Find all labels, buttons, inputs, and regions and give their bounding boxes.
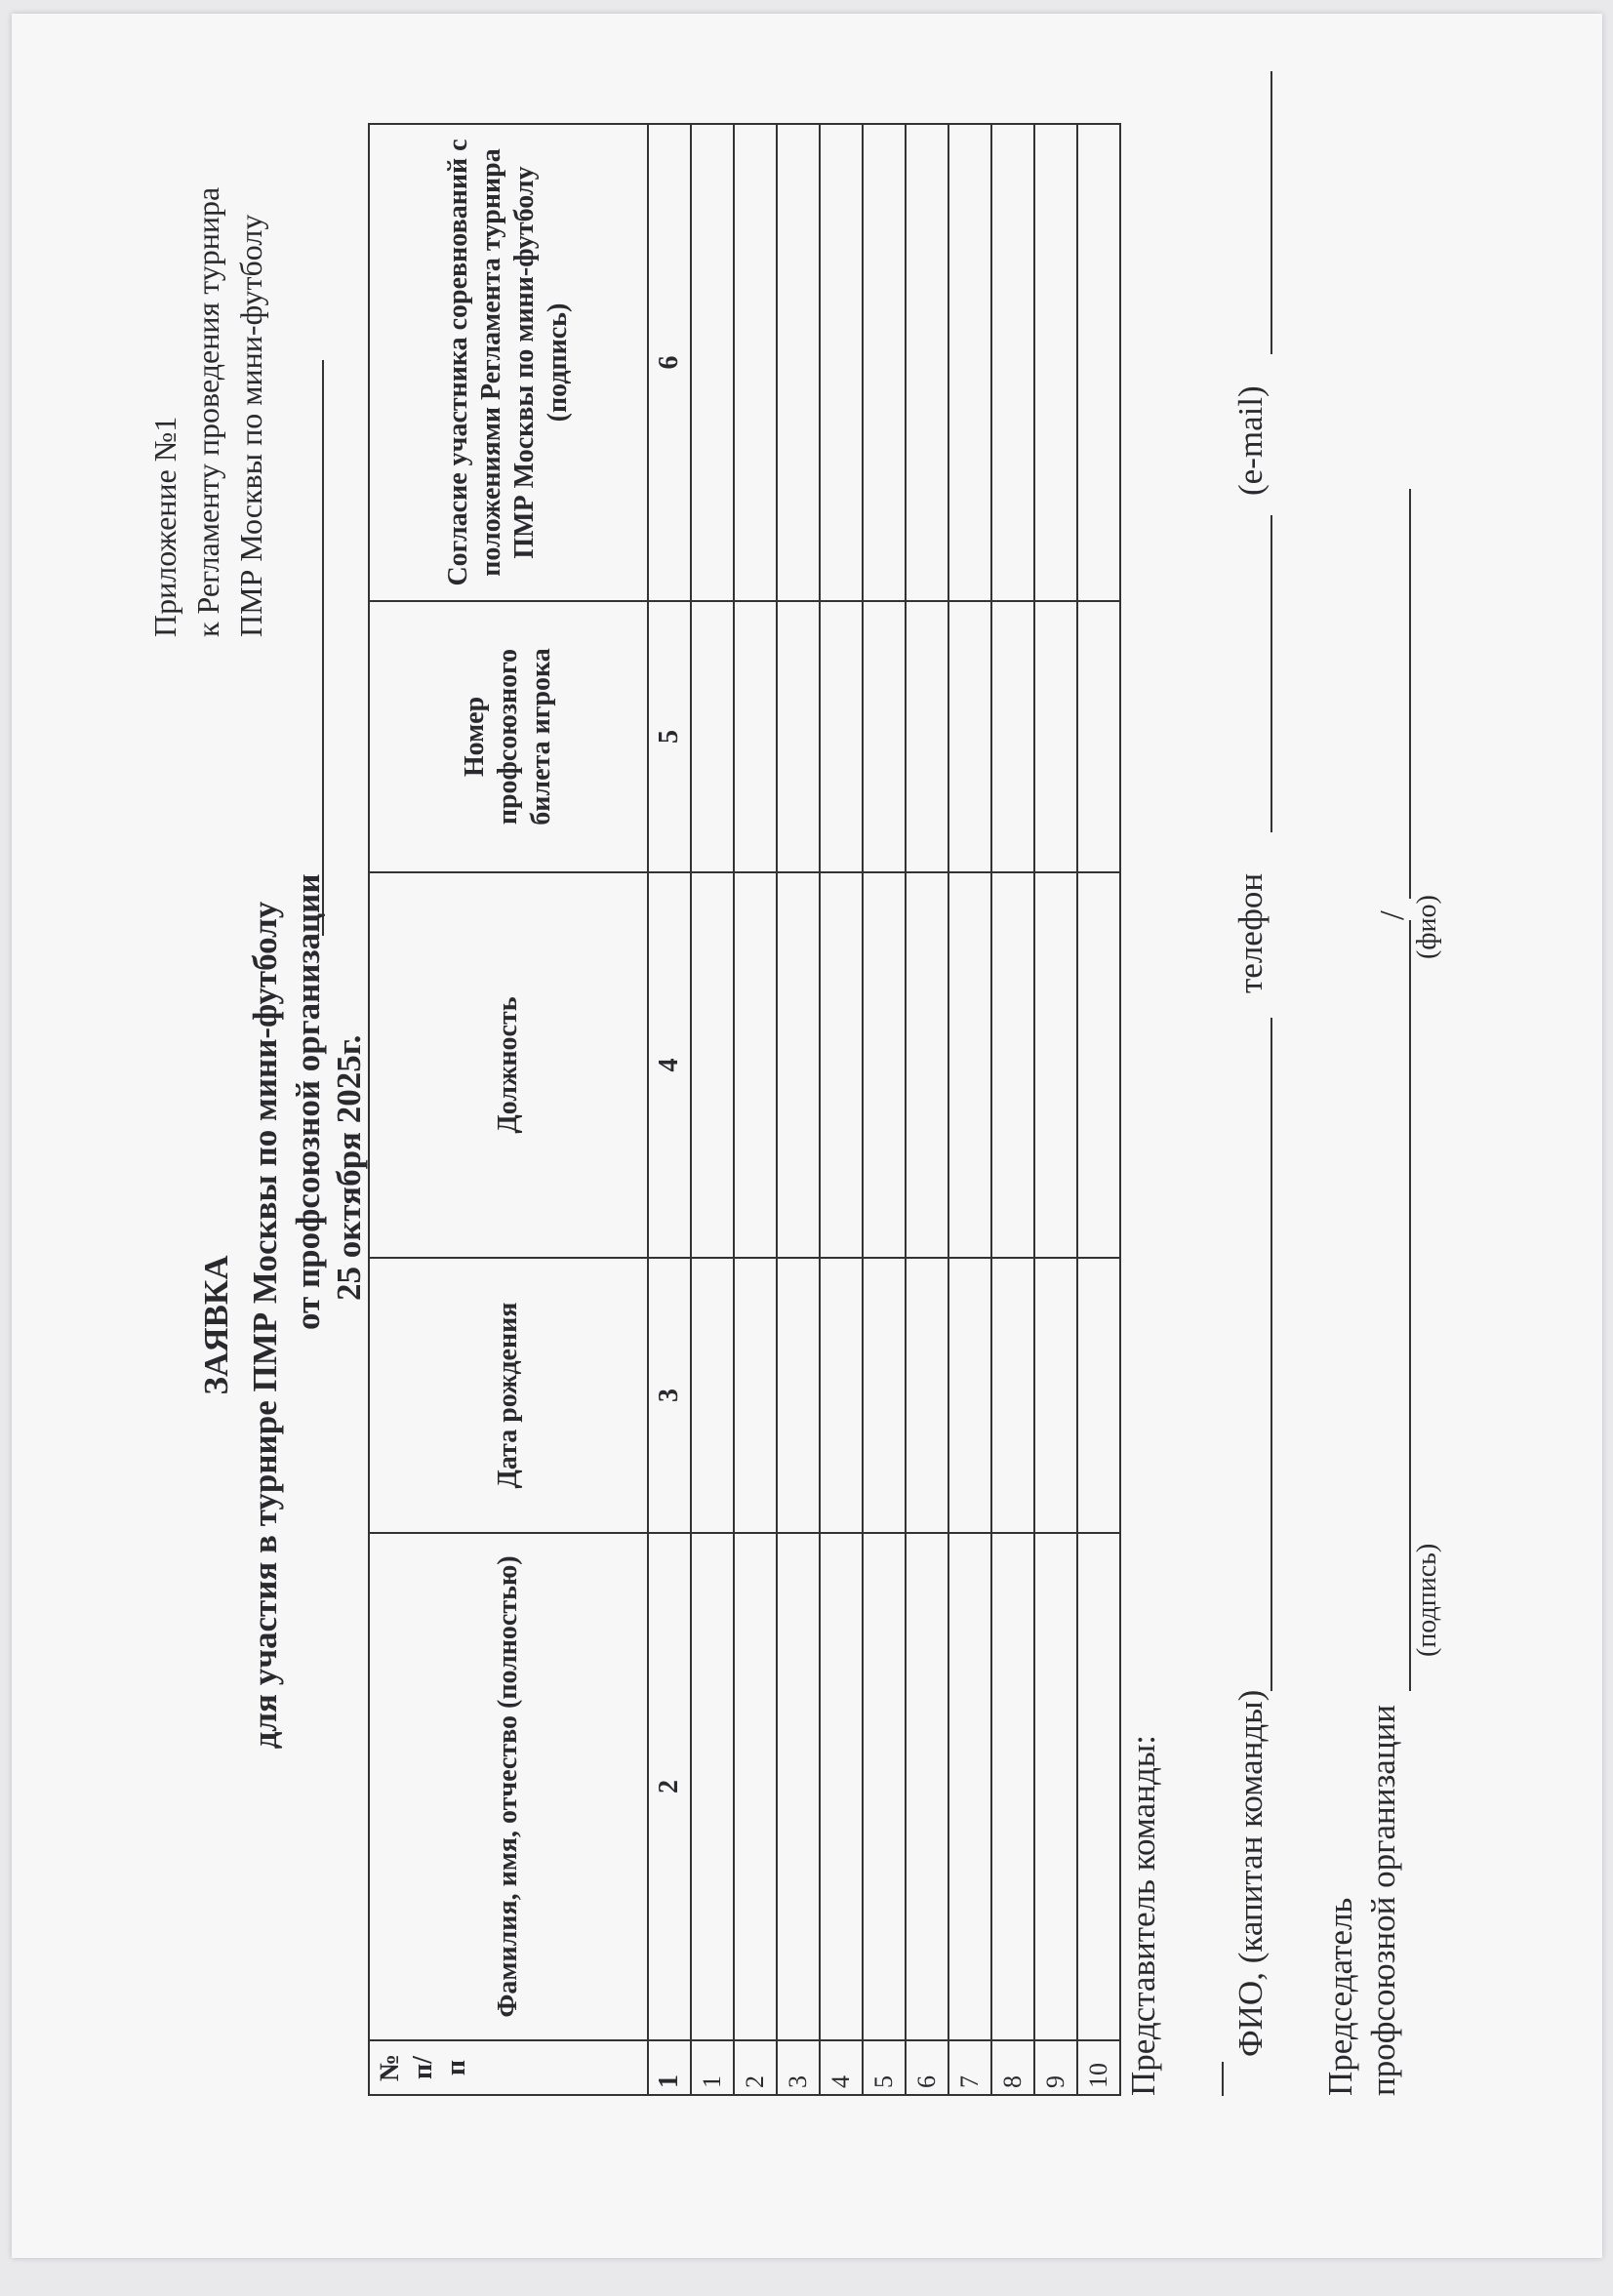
column-number: 3 [648,1258,691,1533]
table-row [1077,124,1120,2095]
position-cell[interactable] [863,872,906,1258]
fio-caption: (фио) [1412,895,1442,959]
column-number: 2 [648,1533,691,2040]
union-card-cell[interactable] [863,601,906,872]
name-cell[interactable] [777,1533,820,2040]
consent-cell[interactable] [948,124,991,601]
header-full-name: Фамилия, имя, отчество (полностью) [369,1533,648,2040]
consent-cell[interactable] [734,124,777,601]
table-row [1034,124,1077,2095]
consent-cell[interactable] [991,124,1034,601]
chairman-label-line-2: профсоюзной организации [1364,1704,1402,2096]
phone-line[interactable] [1270,515,1272,832]
table-row [734,124,777,2095]
table-row [948,124,991,2095]
consent-cell[interactable] [906,124,948,601]
email-label: (e-mail) [1231,385,1270,496]
name-cell[interactable] [1077,1533,1120,2040]
chairman-label-line-1: Председатель [1321,1897,1359,2096]
appendix-line-1: Приложение №1 [147,416,182,637]
name-cell[interactable] [691,1533,734,2040]
consent-cell[interactable] [1034,124,1077,601]
position-cell[interactable] [1034,872,1077,1258]
union-card-cell[interactable] [991,601,1034,872]
name-cell[interactable] [991,1533,1034,2040]
consent-cell[interactable] [820,124,863,601]
birth-date-cell[interactable] [863,1258,906,1533]
row-number: 3 [777,2040,820,2095]
union-card-cell[interactable] [777,601,820,872]
row-number: 7 [948,2040,991,2095]
representative-label: Представитель команды: [1124,1735,1162,2096]
name-cell[interactable] [863,1533,906,2040]
chairman-signature-line[interactable] [1409,920,1411,1691]
header-position: Должность [369,872,648,1258]
organization-blank-line [322,360,324,936]
birth-date-cell[interactable] [691,1258,734,1533]
birth-date-cell[interactable] [948,1258,991,1533]
document-sheet [12,14,1602,2258]
position-cell[interactable] [991,872,1034,1258]
column-number: 5 [648,601,691,872]
union-card-cell[interactable] [734,601,777,872]
consent-cell[interactable] [777,124,820,601]
phone-label: телефон [1231,872,1270,993]
signature-caption: (подпись) [1412,1543,1442,1657]
row-number: 2 [734,2040,777,2095]
captain-fio-label: ФИО, (капитан команды) [1231,1689,1270,2057]
birth-date-cell[interactable] [1034,1258,1077,1533]
birth-date-cell[interactable] [777,1258,820,1533]
tournament-date: 25 октября 2025г. [330,1034,368,1301]
appendix-line-3: ПМР Москвы по мини-футболу [233,214,268,637]
position-cell[interactable] [820,872,863,1258]
row-number: 5 [863,2040,906,2095]
row-number: 10 [1077,2040,1120,2095]
chairman-fio-line[interactable] [1409,489,1411,899]
rotated-page-content [12,14,1613,2296]
position-cell[interactable] [948,872,991,1258]
birth-date-cell[interactable] [906,1258,948,1533]
position-cell[interactable] [734,872,777,1258]
table-row [906,124,948,2095]
organization-label: от профсоюзной организации [289,873,327,1330]
row-number: 8 [991,2040,1034,2095]
appendix-line-2: к Регламенту проведения турнира [190,186,225,637]
name-cell[interactable] [948,1533,991,2040]
players-table [368,123,1121,2096]
position-cell[interactable] [1077,872,1120,1258]
union-card-cell[interactable] [691,601,734,872]
birth-date-cell[interactable] [820,1258,863,1533]
name-cell[interactable] [734,1533,777,2040]
column-number: 1 [648,2040,691,2095]
table-row [820,124,863,2095]
header-number: № п/п [369,2040,648,2095]
position-cell[interactable] [906,872,948,1258]
document-title: ЗАЯВКА [197,1255,235,1395]
column-number-row [648,124,691,2095]
signature-separator: / [1373,910,1411,920]
header-birth-date: Дата рождения [369,1258,648,1533]
table-row [691,124,734,2095]
fio-line-lead [1222,2062,1224,2096]
column-number: 6 [648,124,691,601]
consent-cell[interactable] [863,124,906,601]
row-number: 4 [820,2040,863,2095]
union-card-cell[interactable] [948,601,991,872]
row-number: 9 [1034,2040,1077,2095]
header-union-card: Номер профсоюзного билета игрока [369,601,648,872]
name-cell[interactable] [1034,1533,1077,2040]
union-card-cell[interactable] [1077,601,1120,872]
birth-date-cell[interactable] [991,1258,1034,1533]
document-subtitle: для участия в турнире ПМР Москвы по мини-футболу [246,901,284,1750]
table-row [991,124,1034,2095]
table-row [777,124,820,2095]
union-card-cell[interactable] [1034,601,1077,872]
union-card-cell[interactable] [820,601,863,872]
birth-date-cell[interactable] [1077,1258,1120,1533]
column-number: 4 [648,872,691,1258]
position-cell[interactable] [691,872,734,1258]
row-number: 6 [906,2040,948,2095]
chairman-label [1319,1705,1405,2096]
position-cell[interactable] [777,872,820,1258]
consent-cell[interactable] [691,124,734,601]
birth-date-cell[interactable] [734,1258,777,1533]
union-card-cell[interactable] [906,601,948,872]
name-cell[interactable] [820,1533,863,2040]
email-line[interactable] [1270,71,1272,354]
table-header-row [369,124,648,2095]
captain-fio-line[interactable] [1270,1018,1272,1691]
consent-cell[interactable] [1077,124,1120,601]
row-number: 1 [691,2040,734,2095]
table-row [863,124,906,2095]
name-cell[interactable] [906,1533,948,2040]
header-consent: Согласие участника соревнований с положениями Регламента турнира ПМР Москвы по мини-футболу (подпись) [369,124,648,601]
